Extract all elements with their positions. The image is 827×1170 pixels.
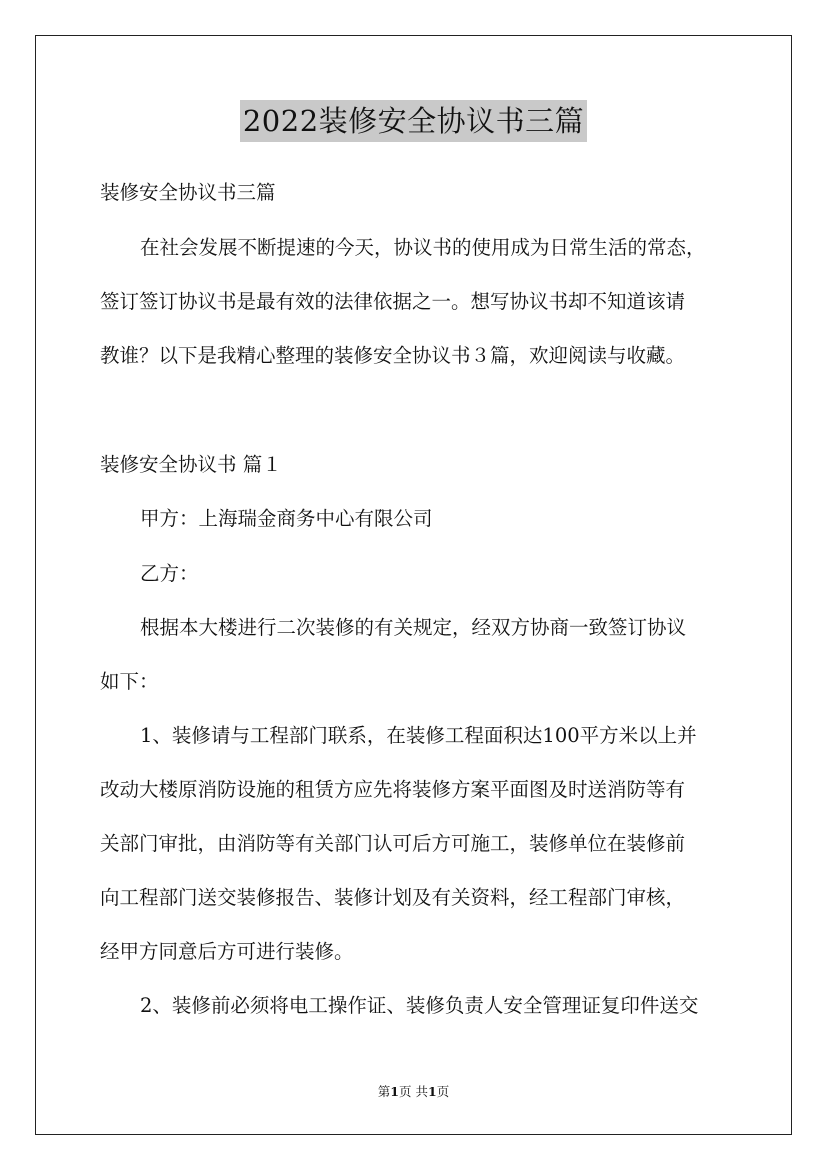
page-suffix: 页 [436, 1084, 450, 1099]
section-heading: 装修安全协议书三篇 [100, 181, 276, 204]
page-mid: 页 共 [399, 1084, 428, 1099]
page-prefix: 第 [377, 1084, 391, 1099]
paragraph-line: 签订签订协议书是最有效的法律依据之一。想写协议书却不知道该请 [100, 290, 686, 313]
paragraph-line: 教谁？以下是我精心整理的装修安全协议书３篇，欢迎阅读与收藏。 [100, 344, 686, 367]
party-a-line: 甲方：上海瑞金商务中心有限公司 [140, 507, 433, 530]
paragraph-line: 1、装修请与工程部门联系，在装修工程面积达100平方米以上并 [140, 724, 697, 747]
paragraph-line: 关部门审批，由消防等有关部门认可后方可施工，装修单位在装修前 [100, 832, 686, 855]
paragraph-line: 向工程部门送交装修报告、装修计划及有关资料，经工程部门审核， [100, 886, 686, 909]
party-b-line: 乙方： [140, 562, 199, 585]
page-total: 1 [427, 1084, 437, 1099]
paragraph-line: 经甲方同意后方可进行装修。 [100, 940, 354, 963]
title-container [0, 100, 827, 142]
paragraph-line: 2、装修前必须将电工操作证、装修负责人安全管理证复印件送交 [140, 994, 699, 1017]
paragraph-line: 在社会发展不断提速的今天，协议书的使用成为日常生活的常态， [140, 236, 706, 259]
page-footer [0, 1083, 827, 1101]
document-title: 2022装修安全协议书三篇 [240, 100, 587, 142]
paragraph-line: 如下： [100, 670, 159, 693]
page-current: 1 [390, 1084, 399, 1099]
paragraph-line: 根据本大楼进行二次装修的有关规定，经双方协商一致签订协议 [140, 616, 687, 639]
section-heading: 装修安全协议书 篇１ [100, 453, 282, 476]
paragraph-line: 改动大楼原消防设施的租赁方应先将装修方案平面图及时送消防等有 [100, 778, 686, 801]
